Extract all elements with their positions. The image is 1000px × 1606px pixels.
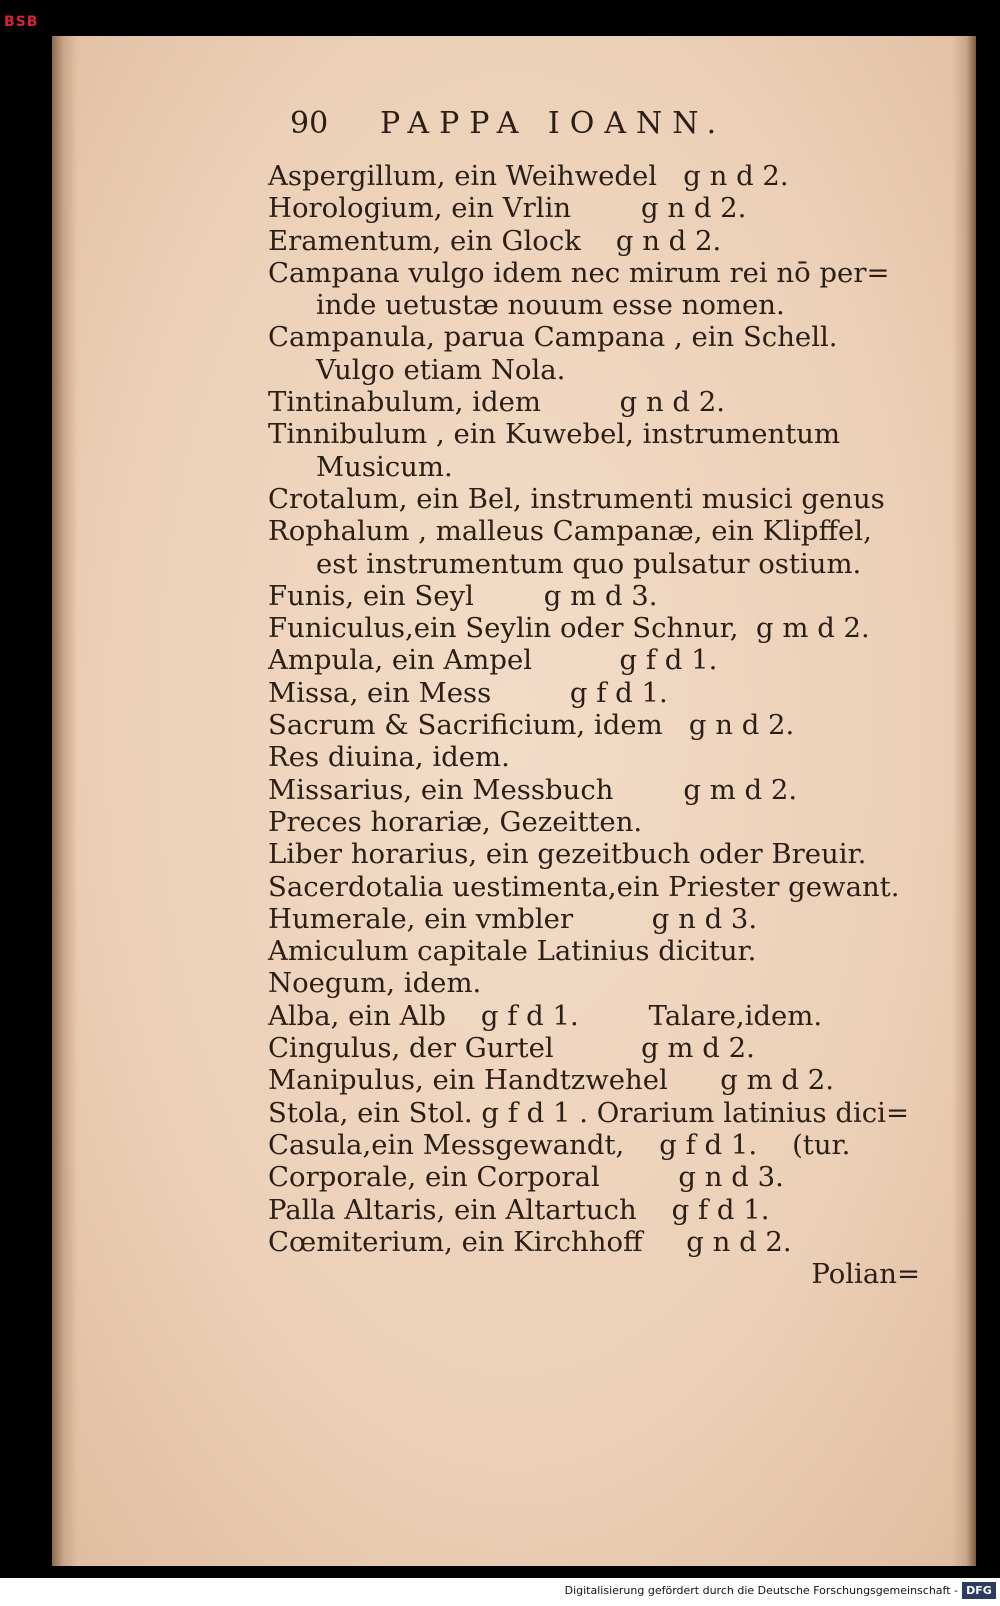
text-line: Cingulus, der Gurtel g m d 2. xyxy=(268,1032,755,1065)
text-line: Cœmiterium, ein Kirchhoff g n d 2. xyxy=(268,1225,792,1258)
page-number: 90 xyxy=(290,106,329,141)
text-line: Sacrum & Sacrificium, idem g n d 2. xyxy=(268,709,795,742)
catchword: Polian= xyxy=(811,1258,920,1291)
text-line: Funis, ein Seyl g m d 3. xyxy=(268,579,658,612)
text-line: Vulgo etiam Nola. xyxy=(316,353,566,386)
text-line: Campanula, parua Campana , ein Schell. xyxy=(268,321,838,354)
funding-credit: Digitalisierung gefördert durch die Deutsche Forschungsgemeinschaft - xyxy=(564,1584,958,1597)
text-line: Sacerdotalia uestimenta,ein Priester gewant. xyxy=(268,870,900,903)
page-text xyxy=(268,160,938,1290)
text-line: Musicum. xyxy=(316,450,453,483)
bsb-logo: BSB xyxy=(4,14,39,30)
text-line: Missarius, ein Messbuch g m d 2. xyxy=(268,773,798,806)
text-line: Res diuina, idem. xyxy=(268,741,510,774)
text-line: inde uetustæ nouum esse nomen. xyxy=(316,289,785,322)
text-line: Corporale, ein Corporal g n d 3. xyxy=(268,1161,784,1194)
text-line: Casula,ein Messgewandt, g f d 1. (tur. xyxy=(268,1128,851,1161)
text-line: Missa, ein Mess g f d 1. xyxy=(268,676,668,709)
text-line: Preces horariæ, Gezeitten. xyxy=(268,805,643,838)
text-line: Funiculus,ein Seylin oder Schnur, g m d 2. xyxy=(268,612,870,645)
text-line: Campana vulgo idem nec mirum rei nō per= xyxy=(268,256,890,289)
running-title: PAPPA IOANN. xyxy=(380,106,727,141)
dfg-logo: DFG xyxy=(962,1582,996,1599)
text-line: Rophalum , malleus Campanæ, ein Klipffel, xyxy=(268,515,872,548)
text-line: Ampula, ein Ampel g f d 1. xyxy=(268,644,718,677)
text-line: Amiculum capitale Latinius dicitur. xyxy=(268,935,757,968)
digitization-footer xyxy=(0,1578,1000,1606)
text-line: Eramentum, ein Glock g n d 2. xyxy=(268,224,722,257)
catchword-line xyxy=(268,1258,938,1290)
text-line: Noegum, idem. xyxy=(268,967,482,1000)
text-line: Palla Altaris, ein Altartuch g f d 1. xyxy=(268,1193,770,1226)
text-line: est instrumentum quo pulsatur ostium. xyxy=(316,547,862,580)
running-header xyxy=(290,106,850,150)
text-line: Manipulus, ein Handtzwehel g m d 2. xyxy=(268,1064,835,1097)
text-line: Tintinabulum, idem g n d 2. xyxy=(268,386,725,419)
text-line: Tinnibulum , ein Kuwebel, instrumentum xyxy=(268,418,841,451)
text-line: Crotalum, ein Bel, instrumenti musici genus xyxy=(268,482,885,515)
page-gutter-shadow xyxy=(52,36,78,1566)
text-line: Liber horarius, ein gezeitbuch oder Breuir. xyxy=(268,838,867,871)
text-line: Alba, ein Alb g f d 1. Talare,idem. xyxy=(268,999,823,1032)
text-line: Aspergillum, ein Weihwedel g n d 2. xyxy=(268,160,789,192)
page-edge-shadow xyxy=(952,36,976,1566)
text-line: Humerale, ein vmbler g n d 3. xyxy=(268,902,758,935)
text-line: Horologium, ein Vrlin g n d 2. xyxy=(268,192,747,225)
text-line: Stola, ein Stol. g f d 1 . Orarium latinius dici= xyxy=(268,1096,909,1129)
